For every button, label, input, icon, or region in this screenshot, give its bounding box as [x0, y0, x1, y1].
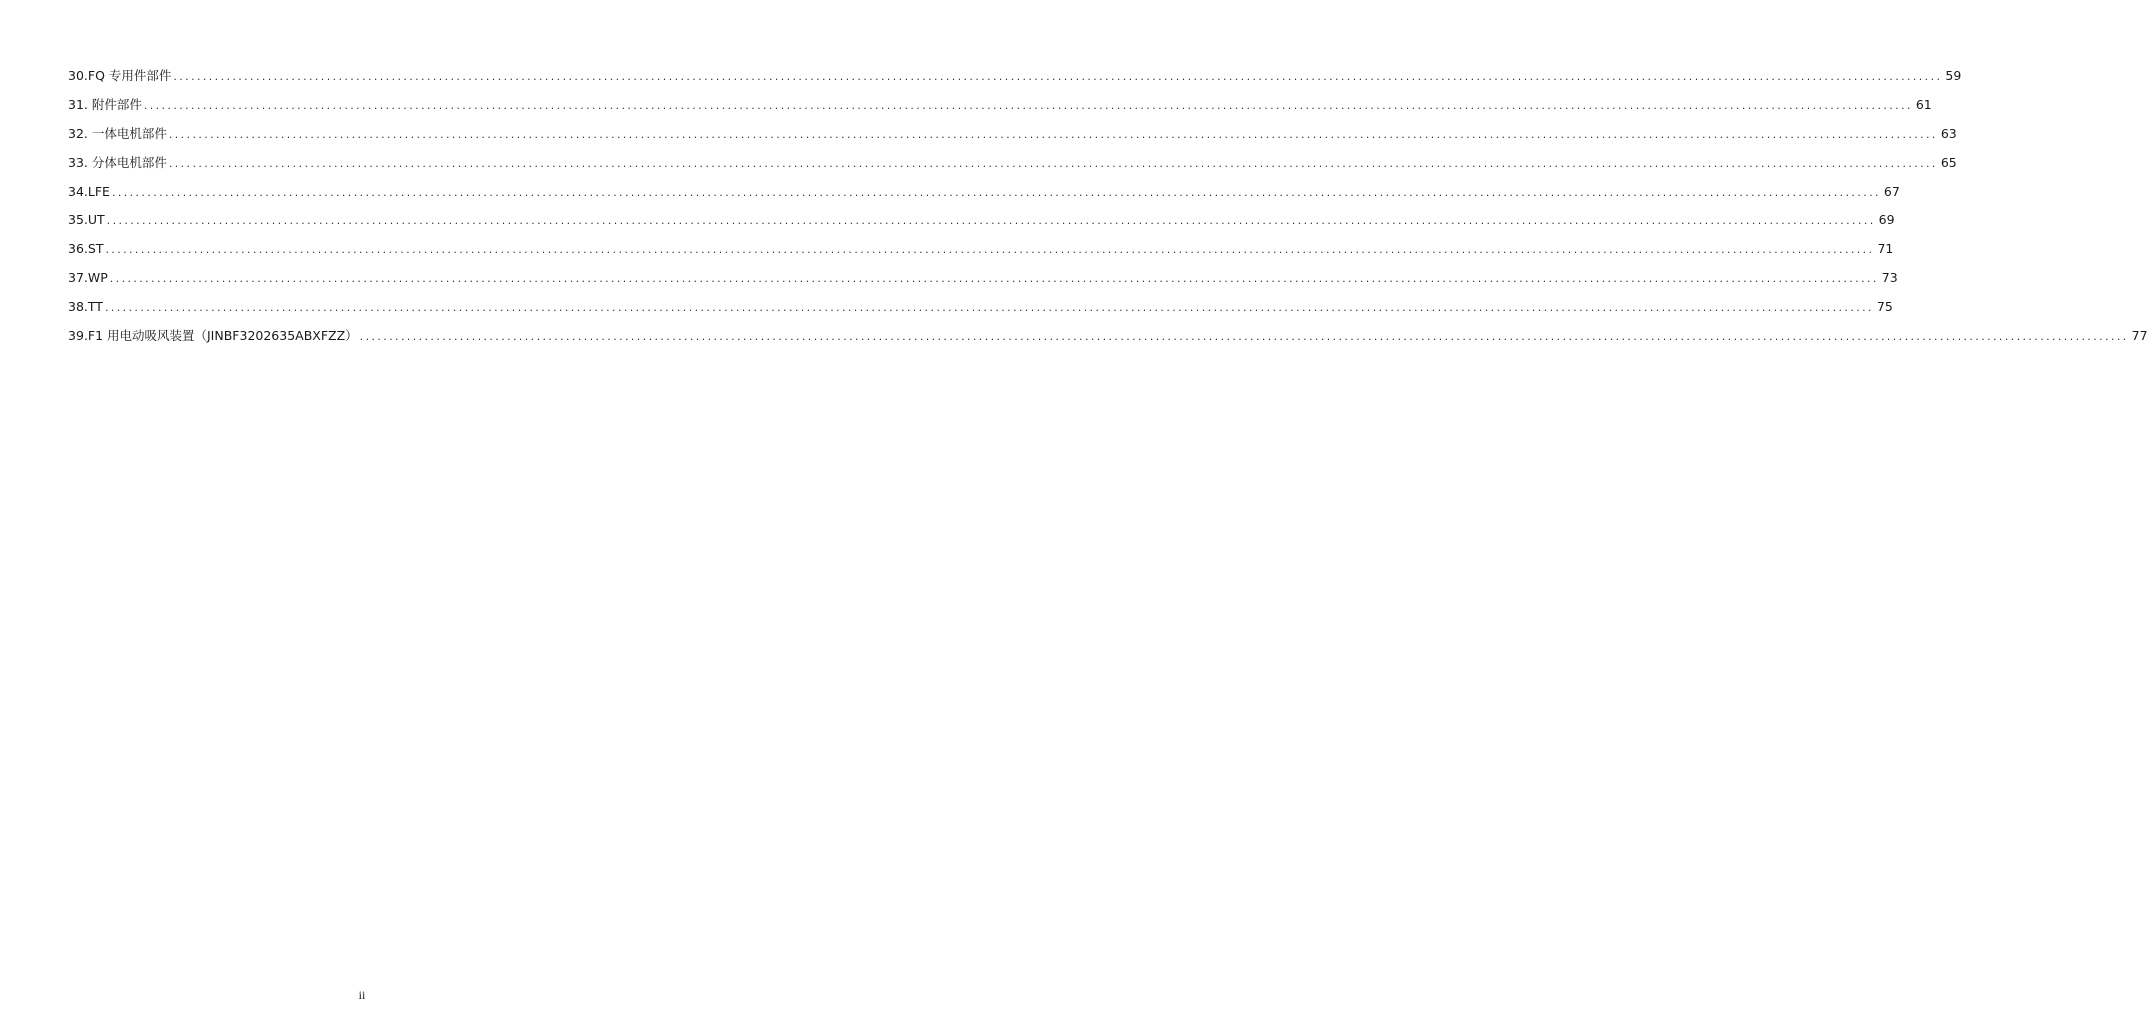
toc-dot-leader: ............................................................................................................................................................................................................................................................................................................ [168, 127, 1938, 141]
toc-dot-leader: ............................................................................................................................................................................................................................................................................................................ [143, 98, 1913, 112]
toc-entry-page: 61 [1915, 96, 1932, 112]
toc-entry[interactable] [68, 95, 1932, 124]
toc-entry-page: 77 [2131, 328, 2148, 344]
toc-dot-leader: ............................................................................................................................................................................................................................................................................................................ [168, 156, 1938, 170]
toc-entry-page: 73 [1881, 270, 1898, 286]
toc-entry-page: 63 [1940, 125, 1957, 141]
toc-entry[interactable] [68, 297, 1893, 326]
toc-entry-title: 31. 附件部件 [68, 96, 142, 112]
toc-entry-page: 59 [1945, 68, 1962, 83]
toc-dot-leader: ............................................................................................................................................................................................................................................................................................................ [109, 272, 1879, 286]
toc-entry[interactable] [68, 182, 1900, 211]
toc-entry-title: 32. 一体电机部件 [68, 125, 167, 141]
toc-entry[interactable] [68, 239, 1894, 268]
toc-entry-page: 75 [1876, 299, 1893, 315]
table-of-contents [68, 66, 2148, 355]
toc-dot-leader: ............................................................................................................................................................................................................................................................................................................ [105, 243, 1875, 257]
toc-entry[interactable] [68, 153, 1957, 182]
toc-dot-leader: ............................................................................................................................................................................................................................................................................................................ [359, 330, 2129, 344]
toc-entry-page: 69 [1878, 212, 1895, 228]
toc-entry-title: 30.FQ 专用件部件 [68, 68, 172, 83]
toc-entry-page: 71 [1877, 241, 1894, 257]
toc-dot-leader: ............................................................................................................................................................................................................................................................................................................ [111, 185, 1881, 199]
toc-entry-page: 65 [1940, 154, 1957, 170]
toc-entry[interactable] [68, 268, 1898, 297]
page-number: ii [358, 988, 366, 1002]
toc-entry-title: 33. 分体电机部件 [68, 154, 167, 170]
toc-dot-leader: ............................................................................................................................................................................................................................................................................................................ [104, 301, 1874, 315]
toc-dot-leader: ............................................................................................................................................................................................................................................................................................................ [173, 70, 1943, 83]
toc-entry-title: 35.UT [68, 212, 105, 228]
toc-entry-title: 38.TT [68, 299, 103, 315]
toc-entry-title: 34.LFE [68, 183, 110, 199]
toc-entry-title: 36.ST [68, 241, 104, 257]
toc-dot-leader: ............................................................................................................................................................................................................................................................................................................ [106, 214, 1876, 228]
toc-entry-title: 39.F1 用电动吸风装置（JINBF3202635ABXFZZ） [68, 328, 358, 344]
toc-entry[interactable] [68, 124, 1957, 153]
toc-entry[interactable] [68, 326, 2148, 355]
toc-entry[interactable] [68, 66, 1962, 95]
toc-entry-title: 37.WP [68, 270, 108, 286]
toc-entry[interactable] [68, 210, 1895, 239]
toc-entry-page: 67 [1883, 183, 1900, 199]
